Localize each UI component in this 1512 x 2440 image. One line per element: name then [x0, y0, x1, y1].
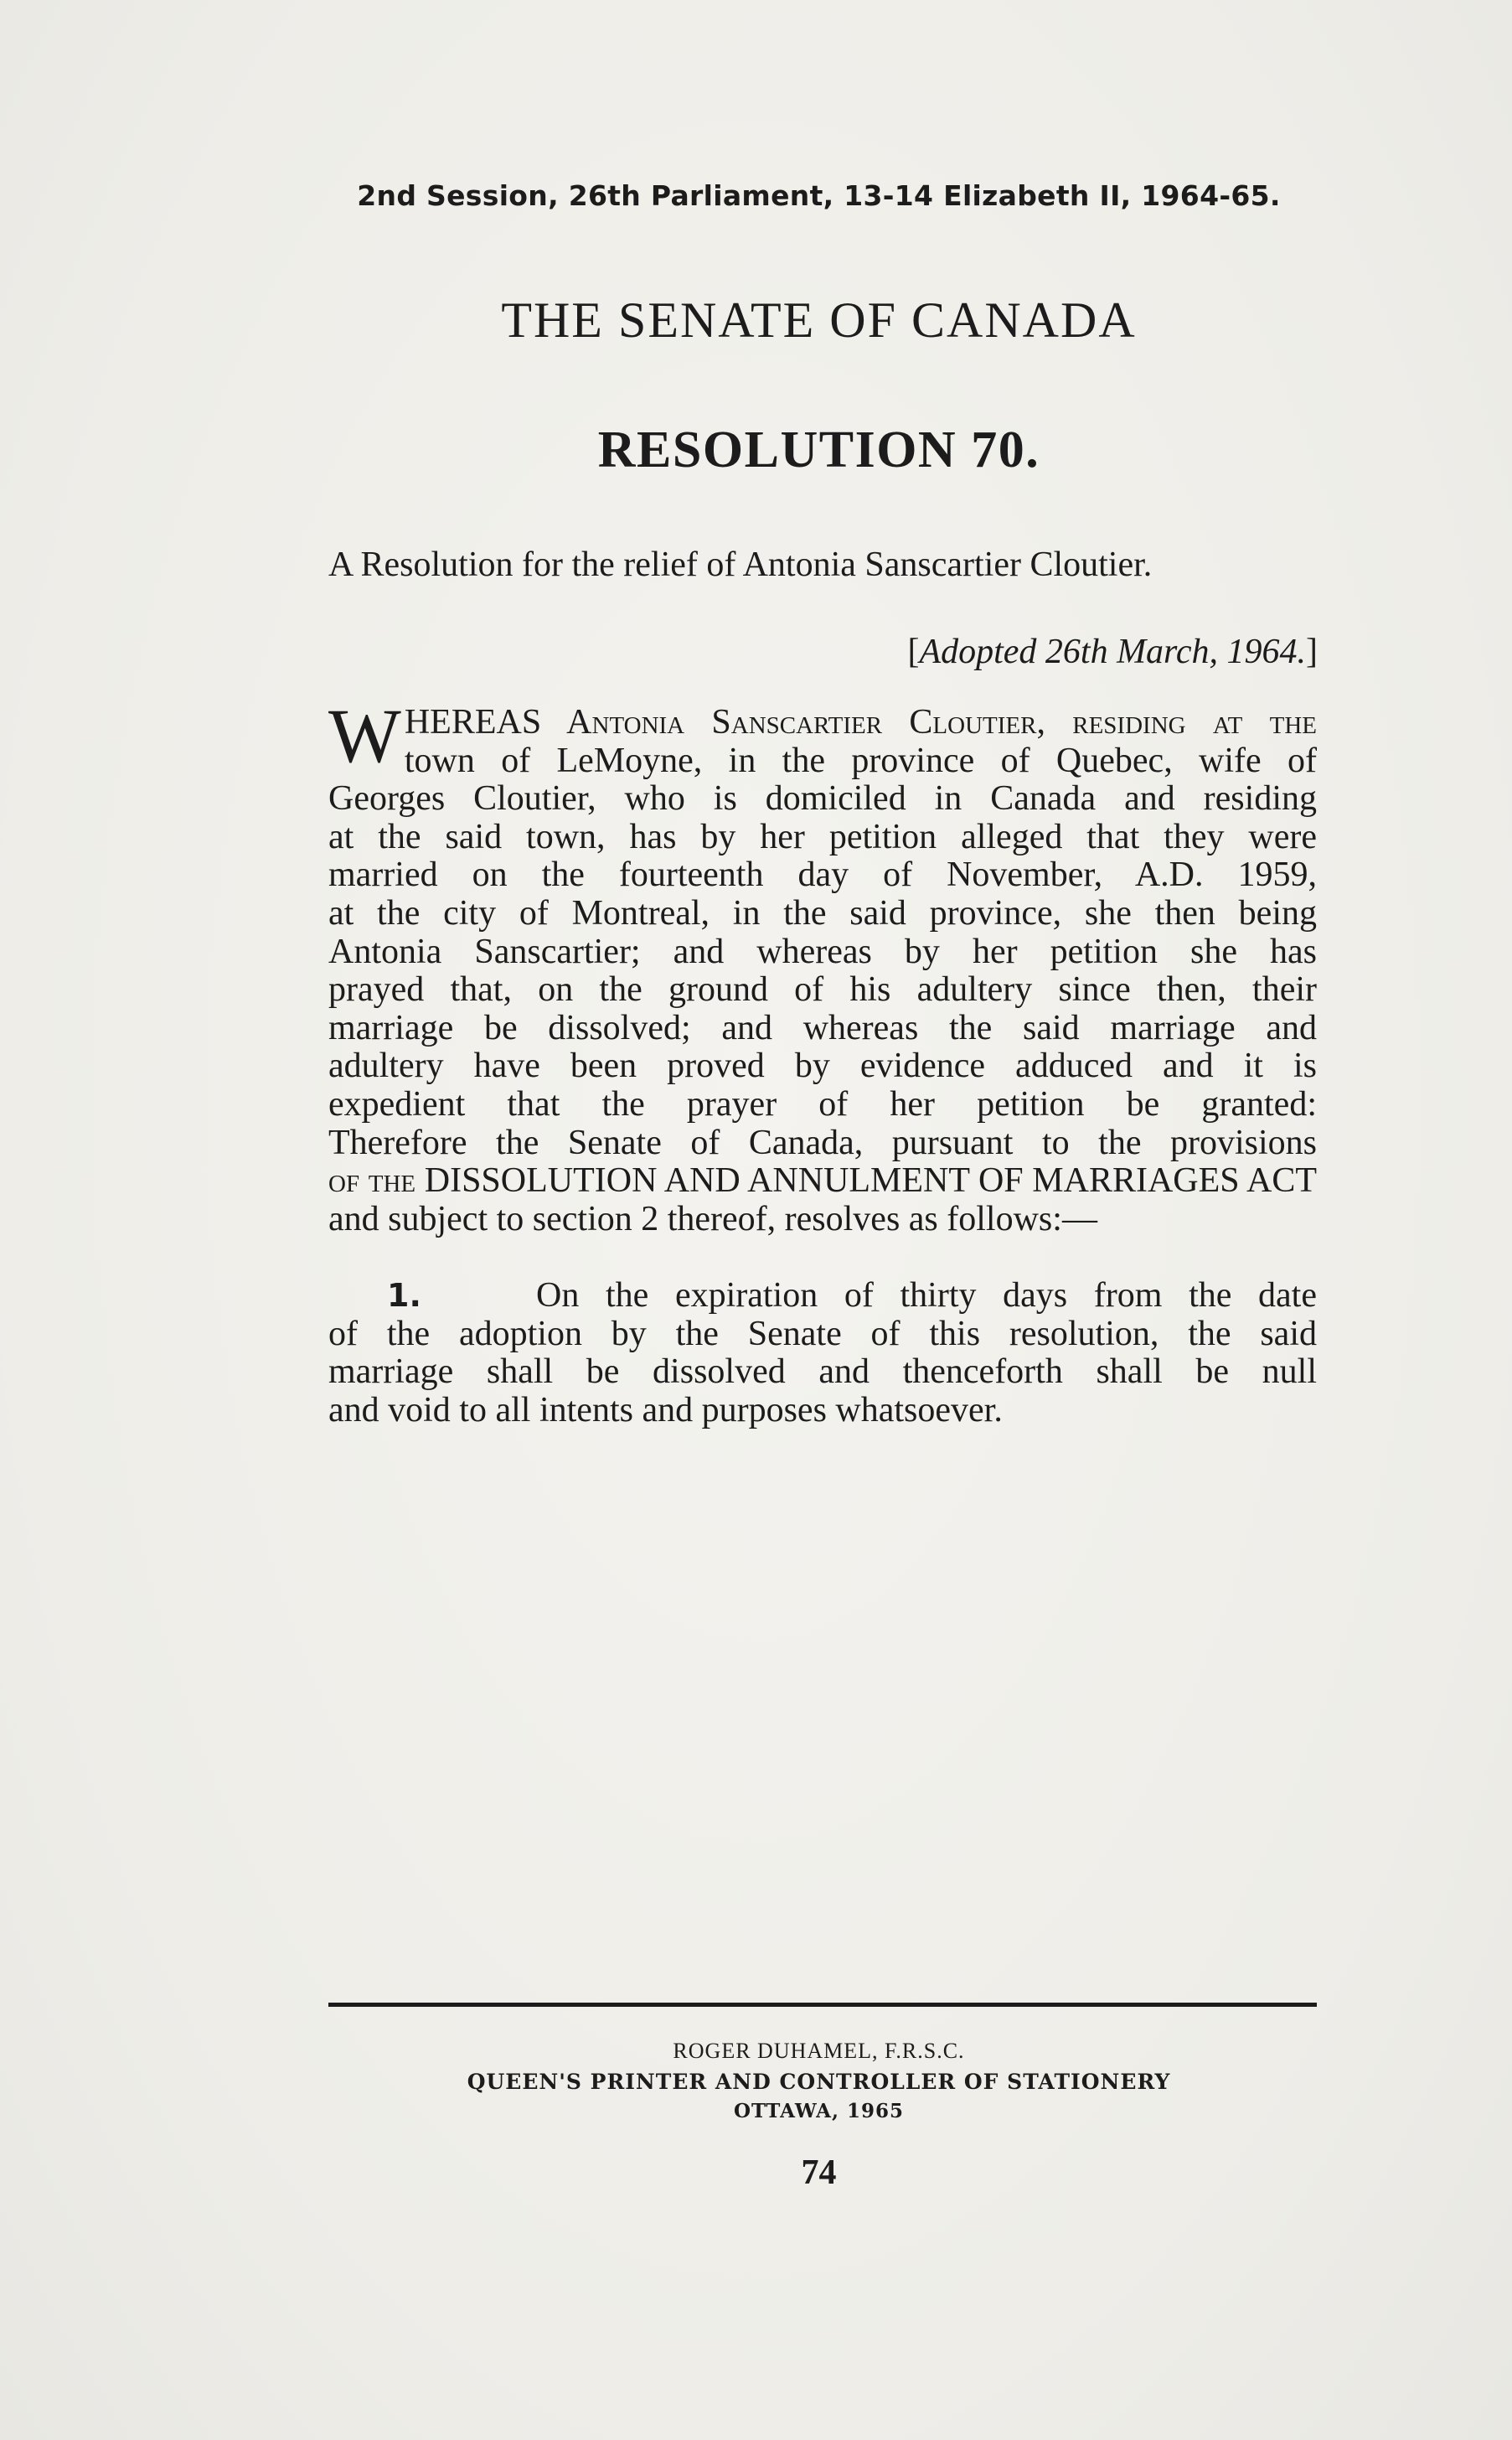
paragraph-line: and void to all intents and purposes whatsoever. — [328, 1390, 1003, 1429]
dropcap-letter: W — [328, 693, 400, 778]
paragraph-line: at the city of Montreal, in the said province, she then being — [328, 893, 1317, 933]
paragraph-line: Georges Cloutier, who is domiciled in Canada and residing — [328, 779, 1317, 819]
paragraph-line: married on the fourteenth day of November, A.D. 1959, — [328, 856, 1317, 895]
paragraph-line: prayed that, on the ground of his adultery since then, their — [328, 970, 1317, 1010]
clause-number: 1. — [387, 1277, 421, 1314]
paragraph-line: marriage shall be dissolved and thenceforth shall be null — [328, 1352, 1317, 1392]
paragraph-line: at the said town, has by her petition alleged that they were — [328, 817, 1317, 856]
paragraph-line: marriage be dissolved; and whereas the said marriage and — [328, 1008, 1317, 1047]
paragraph-line: town of LeMoyne, in the province of Quebec, wife of — [404, 741, 1317, 780]
printer-title: QUEEN'S PRINTER AND CONTROLLER OF STATIONERY — [467, 2070, 1171, 2094]
adopted-close-bracket: ] — [1306, 633, 1318, 671]
clause-first-line — [328, 1277, 1317, 1316]
page-number: 74 — [801, 2153, 837, 2192]
adopted-open-bracket: [ — [907, 633, 920, 671]
paragraph-line: Antonia Sanscartier; and whereas by her petition she has — [328, 932, 1317, 971]
footer-rule — [328, 2003, 1317, 2007]
printer-place-year: OTTAWA, 1965 — [733, 2100, 905, 2122]
paragraph-line — [328, 704, 1317, 742]
session-header: 2nd Session, 26th Parliament, 13-14 Elizabeth II, 1964-65. — [357, 179, 1281, 212]
paragraph-line: and subject to section 2 thereof, resolves as follows:— — [328, 1199, 1097, 1238]
paragraph-line: adultery have been proved by evidence adduced and it is — [328, 1047, 1317, 1086]
paragraph-line: Therefore the Senate of Canada, pursuant to the provisions — [328, 1123, 1317, 1162]
paragraph-line — [328, 1162, 1317, 1201]
paragraph-line: expedient that the prayer of her petition be granted: — [328, 1084, 1317, 1124]
whereas-line-1: HEREAS Antonia Sanscartier Cloutier, residing at the — [404, 703, 1317, 742]
resolution-subtitle: A Resolution for the relief of Antonia Sanscartier Cloutier. — [328, 545, 1153, 584]
paragraph-line: of the adoption by the Senate of this resolution, the said — [328, 1314, 1317, 1353]
adopted-date — [907, 632, 1318, 672]
senate-title: THE SENATE OF CANADA — [501, 292, 1137, 348]
clause-1 — [328, 1277, 1317, 1429]
printer-name: ROGER DUHAMEL, F.R.S.C. — [673, 2039, 965, 2063]
act-name-line: of the DISSOLUTION AND ANNULMENT OF MARRIAGES ACT — [328, 1161, 1317, 1201]
resolution-title: RESOLUTION 70. — [597, 421, 1040, 478]
adopted-text: Adopted 26th March, 1964. — [919, 633, 1306, 671]
whereas-paragraph — [328, 693, 1317, 1238]
clause-line-1: On the expiration of thirty days from the date — [536, 1276, 1317, 1315]
